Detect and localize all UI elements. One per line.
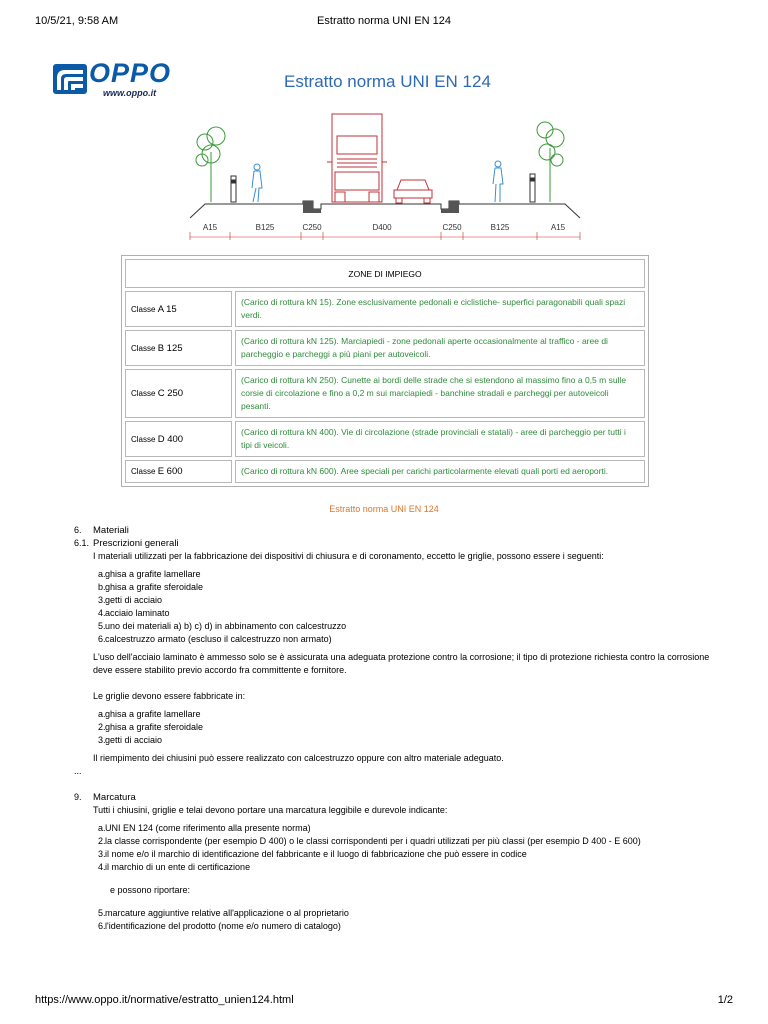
tree-left-icon [196,127,225,202]
list-item: a. ghisa a grafite lamellare [98,569,201,579]
paragraph: L'uso dell'acciaio laminato è ammesso solo se è assicurata una adeguata protezione contro la corrosione; il tipo di protezione richiesta contro la corrosione deve essere stabilito previo accordo fra committente e fornitore. [93,652,710,675]
section-heading: 6. Materiali [74,525,129,536]
oppo-logo-icon [53,64,87,94]
class-cell: Classe D 400 [125,421,232,457]
logo-name: OPPO [89,58,172,88]
zones-table-header: ZONE DI IMPIEGO [125,259,645,288]
paragraph: Le griglie devono essere fabbricate in: [93,691,246,701]
optional-marking-list [93,907,714,933]
paragraph: e possono riportare: [110,885,191,895]
marking-list [93,822,714,874]
subsection-heading: 6.1. Prescrizioni generali [74,538,179,549]
pedestrian-left-icon [252,164,262,202]
list-item: 3. il nome e/o il marchio di identificazione del fabbricante e il luogo di fabbricazione che può essere in codice [98,849,527,859]
section-subtitle: Estratto norma UNI EN 124 [329,504,439,514]
page-number: 1/2 [717,994,733,1006]
list-item: 5. uno dei materiali a) b) c) d) in abbinamento con calcestruzzo [98,621,347,631]
class-cell: Classe B 125 [125,330,232,366]
truck-icon [327,114,387,202]
class-description: (Carico di rottura kN 600). Aree speciali per carichi particolarmente elevati quali porti ed aeroporti. [235,460,645,483]
print-page-title: Estratto norma UNI EN 124 [317,15,451,27]
page-url[interactable]: https://www.oppo.it/normative/estratto_unien124.html [35,994,294,1006]
table-row [125,369,645,418]
table-row [125,460,645,483]
dim-label: A15 [550,223,566,232]
logo-url: www.oppo.it [103,88,157,98]
ellipsis: ... [74,766,82,776]
class-description: (Carico di rottura kN 400). Vie di circolazione (strade provinciali e statali) - aree di parcheggio per tutti i tipi di veicoli. [235,421,645,457]
bollard-right-icon [530,174,535,202]
list-item: 2. la classe corrispondente (per esempio D 400) o le classi corrispondenti per i quadri utilizzati per più classi (per esempio D 400 - E 600) [98,836,641,846]
pedestrian-right-icon [493,161,503,202]
list-item: 6. calcestruzzo armato (escluso il calcestruzzo non armato) [98,634,332,644]
griglie-list [93,708,714,747]
class-cell: Classe C 250 [125,369,232,418]
paragraph: I materiali utilizzati per la fabbricazione dei dispositivi di chiusura e di coronamento, eccetto le griglie, possono essere i seguenti: [93,551,604,561]
table-row [125,421,645,457]
road-section-illustration [185,112,585,242]
dim-label: B125 [255,223,275,232]
class-description: (Carico di rottura kN 15). Zone esclusivamente pedonali e ciclistiche- superfici paragonabili quali spazi verdi. [235,291,645,327]
oppo-logo[interactable] [53,58,183,102]
dim-label: B125 [490,223,510,232]
dim-label: C250 [302,223,322,232]
tree-right-icon [537,122,564,202]
dim-label: D400 [372,223,392,232]
zones-table [121,255,649,487]
list-item: 4. il marchio di un ente di certificazione [98,862,251,872]
print-datetime: 10/5/21, 9:58 AM [35,15,119,27]
list-item: 6. l'identificazione del prodotto (nome e/o numero di catalogo) [98,921,341,931]
table-row [125,330,645,366]
bollard-left-icon [231,176,236,202]
document-body [74,524,714,938]
list-item: a. UNI EN 124 (come riferimento alla presente norma) [98,823,311,833]
document-title: Estratto norma UNI EN 124 [284,72,491,91]
class-description: (Carico di rottura kN 125). Marciapiedi - zone pedonali aperte occasionalmente al traffico - aree di parcheggio e parcheggi a più piani per autoveicoli. [235,330,645,366]
class-description: (Carico di rottura kN 250). Cunette ai bordi delle strade che si estendono al massimo fino a 0,5 m sulle corsie di circolazione e fino a 0,2 m sui marciapiedi - banchine stradali e parcheggi per autoveicoli pesanti. [235,369,645,418]
class-cell: Classe E 600 [125,460,232,483]
dim-label: A15 [202,223,218,232]
paragraph: Il riempimento dei chiusini può essere realizzato con calcestruzzo oppure con altro materiale adeguato. [93,753,504,763]
paragraph: Tutti i chiusini, griglie e telai devono portare una marcatura leggibile e durevole indicante: [93,805,448,815]
list-item: a. ghisa a grafite lamellare [98,709,201,719]
dim-label: C250 [442,223,462,232]
list-item: 4. acciaio laminato [98,608,170,618]
materials-list [93,568,714,646]
table-row [125,291,645,327]
section-heading: 9. Marcatura [74,792,136,803]
class-cell: Classe A 15 [125,291,232,327]
list-item: 2. ghisa a grafite sferoidale [98,722,204,732]
list-item: 5. marcature aggiuntive relative all'applicazione o al proprietario [98,908,349,918]
list-item: 3. getti di acciaio [98,595,163,605]
car-icon [394,180,432,203]
list-item: b. ghisa a grafite sferoidale [98,582,204,592]
list-item: 3. getti di acciaio [98,735,163,745]
